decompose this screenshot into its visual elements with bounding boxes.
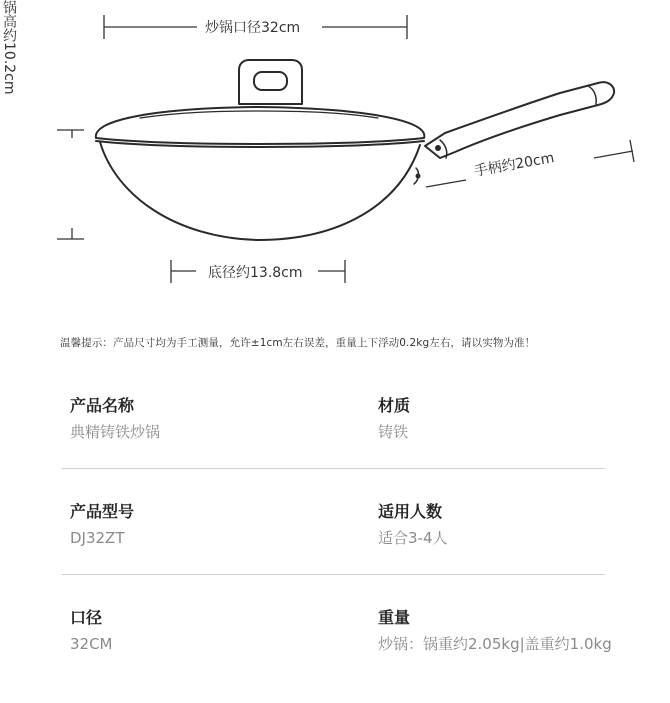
wok-illustration: [0, 0, 670, 320]
spec-label: 材质: [378, 396, 411, 415]
spec-model: [70, 501, 134, 549]
spec-label: 适用人数: [378, 502, 443, 521]
spec-value: 32CM: [70, 635, 113, 653]
spec-value: 适合3-4人: [378, 529, 448, 547]
spec-label: 产品名称: [70, 396, 135, 415]
spec-row: [0, 491, 670, 597]
spec-value: 炒锅：锅重约2.05kg|盖重约1.0kg: [378, 635, 612, 653]
spec-value: 铸铁: [378, 423, 409, 441]
product-dimension-diagram: [0, 0, 670, 320]
spec-value: DJ32ZT: [70, 529, 125, 547]
height-dimension-label: 锅高约10.2cm: [1, 0, 17, 95]
product-spec-table: [0, 385, 670, 703]
spec-row: [0, 385, 670, 491]
spec-material: [378, 395, 410, 443]
spec-servings: [378, 501, 448, 549]
base-dimension-label: 底径约13.8cm: [208, 265, 303, 281]
spec-weight: [378, 607, 612, 655]
handle-dimension-label: 手柄约20cm: [472, 150, 556, 180]
spec-value: 典精铸铁炒锅: [70, 423, 161, 441]
spec-diameter: [70, 607, 113, 655]
divider: [62, 468, 605, 469]
spec-label: 产品型号: [70, 502, 135, 521]
divider: [62, 574, 605, 575]
measurement-notice: 温馨提示：产品尺寸均为手工测量，允许±1cm左右误差，重量上下浮动0.2kg左右，请以实物为准！: [60, 337, 536, 349]
diameter-dimension-label: 炒锅口径32cm: [205, 20, 301, 36]
spec-label: 口径: [70, 608, 103, 627]
spec-product-name: [70, 395, 160, 443]
spec-row: [0, 597, 670, 703]
spec-label: 重量: [378, 608, 411, 627]
